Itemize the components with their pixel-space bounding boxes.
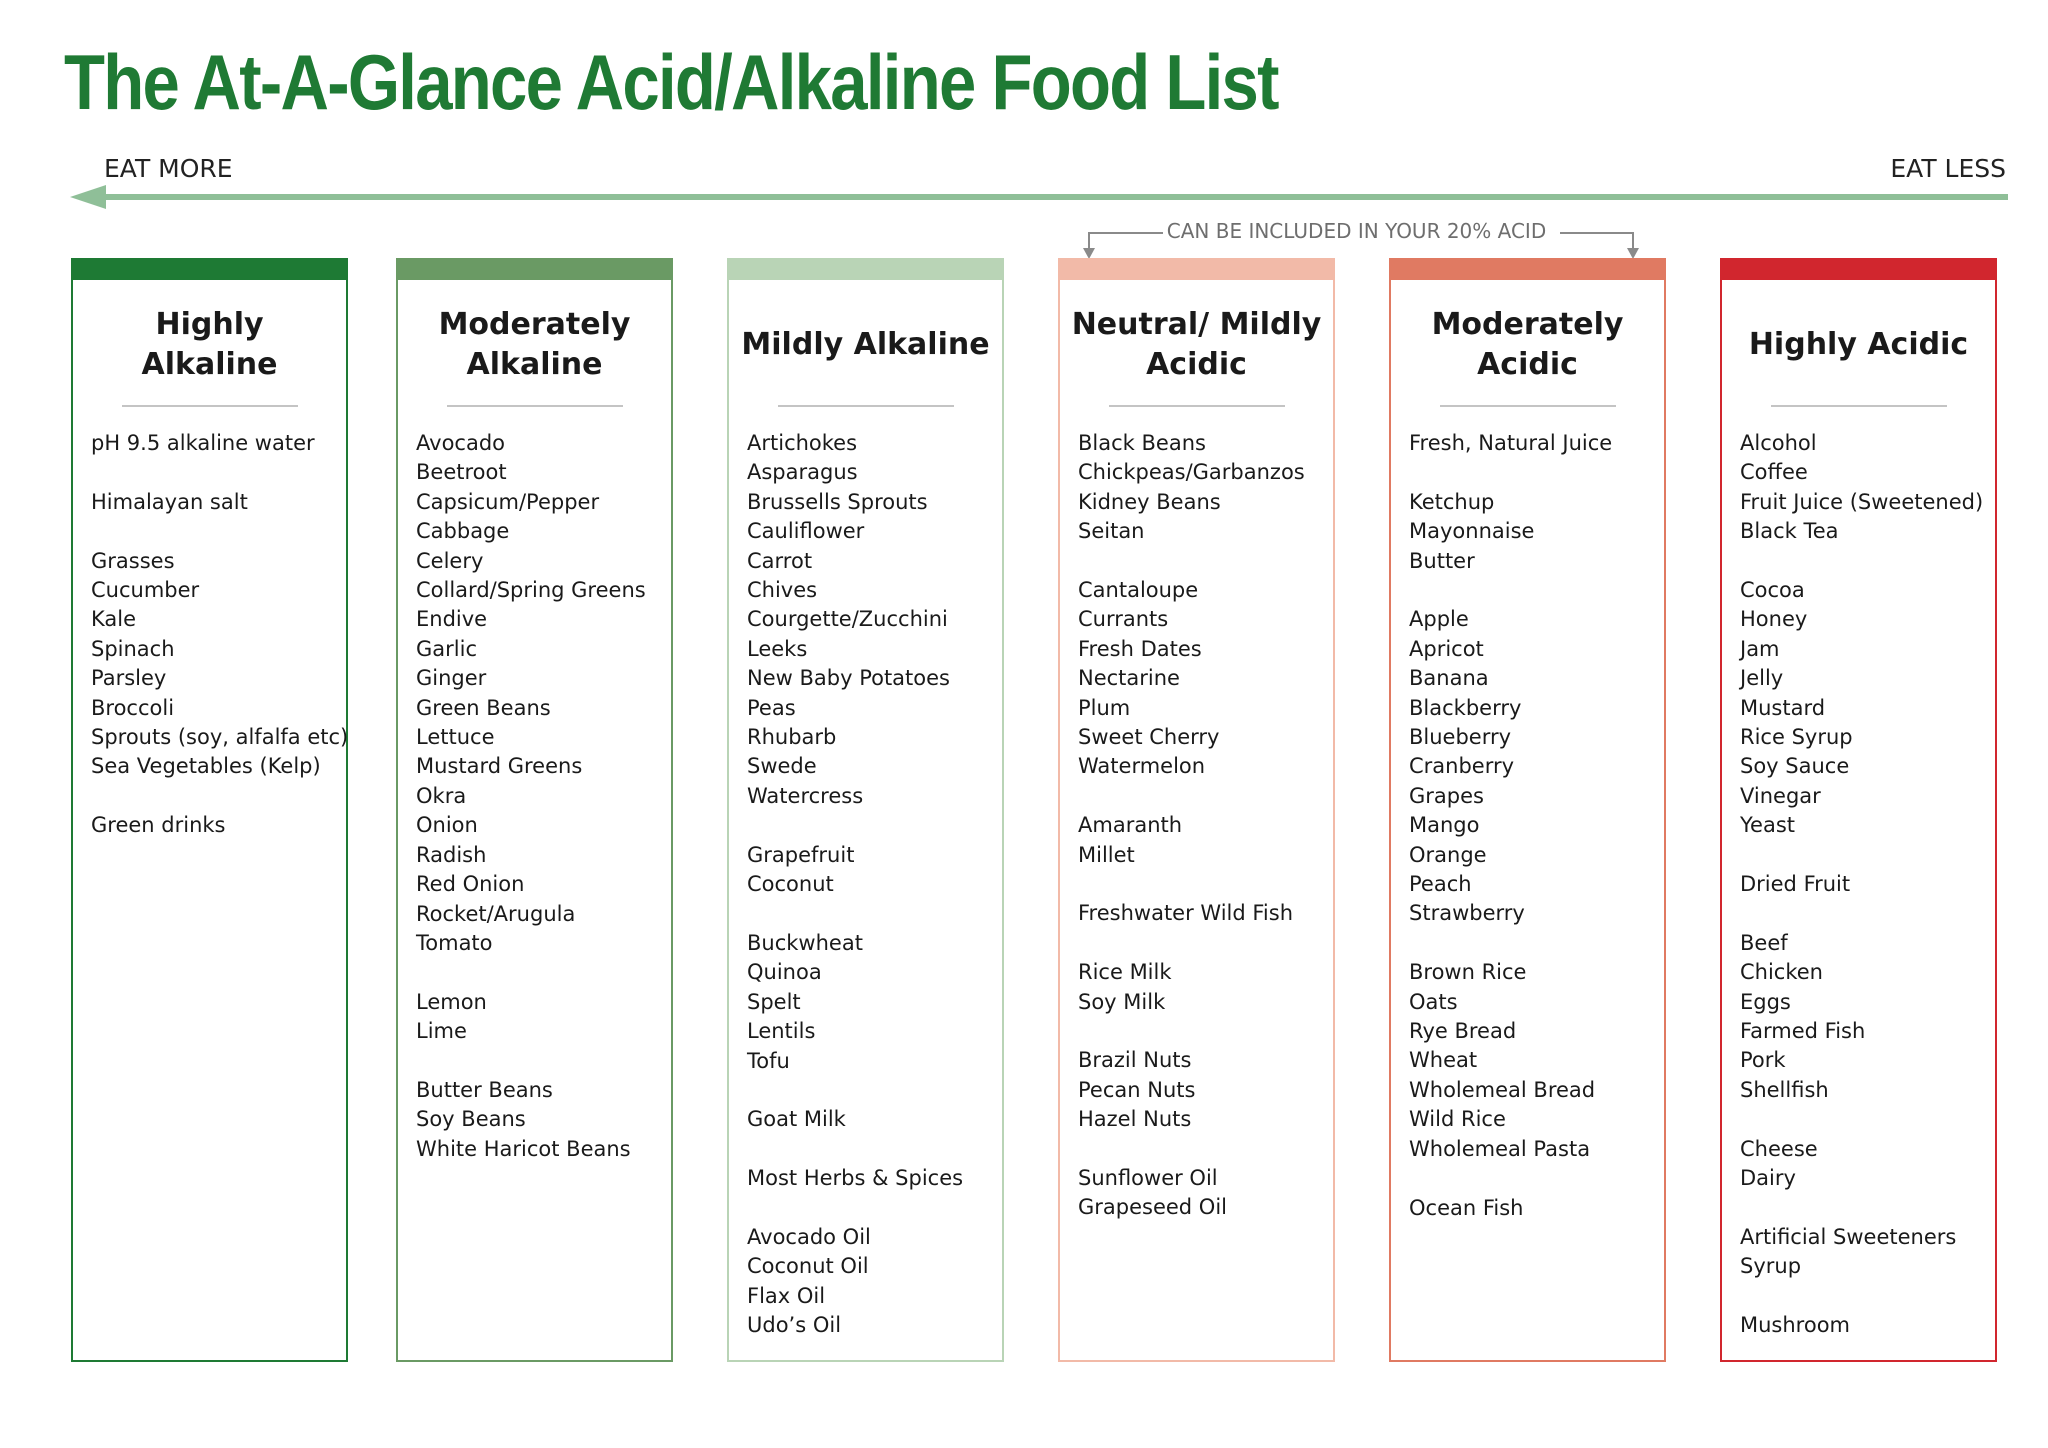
food-item: Apricot — [1409, 636, 1484, 661]
food-item: Blueberry — [1409, 725, 1512, 750]
food-item: Orange — [1409, 842, 1487, 867]
group-spacer — [416, 1047, 671, 1076]
column-title: Highly Alkaline — [141, 307, 278, 382]
group-spacer — [1740, 1282, 1995, 1311]
food-item: Garlic — [416, 636, 477, 661]
group-spacer — [1740, 899, 1995, 928]
food-item: Honey — [1740, 607, 1808, 632]
food-item: Grasses — [91, 548, 175, 573]
food-item: Fruit Juice (Sweetened) — [1740, 489, 1984, 514]
food-item: Seitan — [1078, 519, 1145, 544]
group-spacer — [1078, 1017, 1333, 1046]
food-item: Wheat — [1409, 1048, 1478, 1073]
food-item: Leeks — [747, 636, 808, 661]
food-item: New Baby Potatoes — [747, 666, 950, 691]
food-list — [1391, 429, 1664, 1223]
column-moderately-alkaline — [396, 258, 673, 1362]
column-neutral-mildly-acidic — [1058, 258, 1335, 1362]
column-divider — [122, 405, 298, 407]
group-spacer — [91, 458, 346, 487]
food-item: Butter — [1409, 548, 1475, 573]
food-item: Rice Syrup — [1740, 725, 1853, 750]
food-item: Kidney Beans — [1078, 489, 1221, 514]
food-item: Beetroot — [416, 460, 507, 485]
food-item: Black Beans — [1078, 431, 1206, 455]
food-item: Currants — [1078, 607, 1169, 632]
food-item: Brazil Nuts — [1078, 1048, 1192, 1073]
food-item: Grapes — [1409, 783, 1484, 808]
group-spacer — [747, 811, 1002, 840]
food-item: Broccoli — [91, 695, 175, 720]
group-spacer — [91, 517, 346, 546]
group-spacer — [1740, 841, 1995, 870]
food-item: Butter Beans — [416, 1077, 553, 1102]
food-item: White Haricot Beans — [416, 1136, 631, 1161]
food-item: Peach — [1409, 872, 1472, 897]
food-item: Grapefruit — [747, 842, 855, 867]
food-item: Cabbage — [416, 519, 510, 544]
food-item: Lettuce — [416, 725, 495, 750]
food-item: Lemon — [416, 989, 487, 1014]
food-item: Brussells Sprouts — [747, 489, 928, 514]
food-item: Soy Milk — [1078, 989, 1166, 1014]
food-item: Cucumber — [91, 578, 200, 602]
food-list — [73, 429, 349, 841]
food-item: Tomato — [416, 930, 493, 955]
food-item: Flax Oil — [747, 1283, 826, 1308]
page-title: The At-A-Glance Acid/Alkaline Food List — [64, 38, 1278, 126]
food-item: Beef — [1740, 930, 1788, 955]
group-spacer — [1409, 1164, 1664, 1193]
food-item: Apple — [1409, 607, 1469, 632]
group-spacer — [1409, 458, 1664, 487]
food-item: Sea Vegetables (Kelp) — [91, 754, 321, 779]
group-spacer — [91, 782, 346, 811]
food-item: Quinoa — [747, 960, 822, 985]
group-spacer — [1078, 929, 1333, 958]
food-item: Kale — [91, 607, 137, 632]
group-spacer — [1740, 1105, 1995, 1134]
food-item: Collard/Spring Greens — [416, 578, 646, 603]
food-item: Syrup — [1740, 1254, 1802, 1279]
food-item: Red Onion — [416, 872, 525, 897]
food-item: Mango — [1409, 813, 1480, 838]
food-item: Ginger — [416, 666, 487, 691]
food-item: Amaranth — [1078, 813, 1183, 838]
food-item: Hazel Nuts — [1078, 1107, 1192, 1132]
food-item: Wholemeal Bread — [1409, 1077, 1596, 1102]
column-title: Mildly Alkaline — [741, 327, 990, 362]
food-item: Lentils — [747, 1019, 816, 1044]
food-item: Jam — [1740, 636, 1780, 661]
food-item: Brown Rice — [1409, 960, 1527, 985]
food-item: Avocado — [416, 431, 506, 455]
column-title: Moderately Alkaline — [438, 307, 631, 382]
food-item: Okra — [416, 783, 467, 808]
group-spacer — [747, 1076, 1002, 1105]
group-spacer — [416, 958, 671, 987]
food-item: Strawberry — [1409, 901, 1525, 926]
food-item: Sunflower Oil — [1078, 1166, 1218, 1191]
group-spacer — [1078, 1135, 1333, 1164]
food-item: Peas — [747, 695, 796, 720]
food-item: Mustard Greens — [416, 754, 583, 779]
food-item: Nectarine — [1078, 666, 1180, 691]
food-item: Parsley — [91, 666, 167, 691]
group-spacer — [1078, 547, 1333, 576]
food-item: Soy Sauce — [1740, 754, 1850, 779]
food-item: Plum — [1078, 695, 1131, 720]
eat-less-label: EAT LESS — [1890, 154, 2006, 183]
column-title: Highly Acidic — [1748, 327, 1969, 362]
food-item: Grapeseed Oil — [1078, 1195, 1228, 1220]
food-item: Avocado Oil — [747, 1224, 871, 1249]
food-item: Rye Bread — [1409, 1019, 1517, 1044]
food-item: Chives — [747, 578, 818, 603]
food-item: Ocean Fish — [1409, 1195, 1524, 1220]
food-item: Buckwheat — [747, 930, 863, 955]
group-spacer — [747, 1194, 1002, 1223]
column-divider — [778, 405, 954, 407]
column-divider — [1109, 405, 1285, 407]
column-divider — [1771, 405, 1947, 407]
food-item: Rocket/Arugula — [416, 901, 576, 926]
group-spacer — [747, 1135, 1002, 1164]
food-item: Fresh, Natural Juice — [1409, 431, 1613, 455]
food-item: Dried Fruit — [1740, 872, 1851, 897]
column-highly-acidic — [1720, 258, 1997, 1362]
column-divider — [1440, 405, 1616, 407]
food-item: Wild Rice — [1409, 1107, 1506, 1132]
food-item: Asparagus — [747, 460, 858, 485]
food-item: Vinegar — [1740, 783, 1821, 808]
food-item: Rhubarb — [747, 725, 837, 750]
column-moderately-acidic — [1389, 258, 1666, 1362]
food-item: Pork — [1740, 1048, 1786, 1073]
food-item: Cranberry — [1409, 754, 1515, 779]
column-mildly-alkaline — [727, 258, 1004, 1362]
column-highly-alkaline — [71, 258, 348, 1362]
column-title: Moderately Acidic — [1431, 307, 1624, 382]
food-item: Ketchup — [1409, 489, 1495, 514]
food-item: Wholemeal Pasta — [1409, 1136, 1591, 1161]
food-item: Chicken — [1740, 960, 1823, 985]
food-item: Mustard — [1740, 695, 1826, 720]
food-item: Spinach — [91, 636, 175, 661]
food-item: Fresh Dates — [1078, 636, 1202, 661]
food-item: Blackberry — [1409, 695, 1522, 720]
food-item: Banana — [1409, 666, 1489, 691]
food-item: Cheese — [1740, 1136, 1818, 1161]
food-item: Soy Beans — [416, 1107, 526, 1132]
food-item: Most Herbs & Spices — [747, 1166, 964, 1191]
food-item: Black Tea — [1740, 519, 1839, 544]
food-item: Farmed Fish — [1740, 1019, 1866, 1044]
column-divider — [447, 405, 623, 407]
food-list — [1722, 429, 1995, 1341]
food-item: Cocoa — [1740, 578, 1805, 603]
scale-arrow-icon — [70, 184, 2010, 214]
food-item: Celery — [416, 548, 484, 573]
food-item: Artichokes — [747, 431, 858, 455]
food-item: Cauliflower — [747, 519, 865, 544]
food-item: Watercress — [747, 783, 864, 808]
food-item: Chickpeas/Garbanzos — [1078, 460, 1305, 485]
group-spacer — [1740, 547, 1995, 576]
food-item: Eggs — [1740, 989, 1791, 1014]
food-item: Coconut Oil — [747, 1254, 869, 1279]
acid-note: CAN BE INCLUDED IN YOUR 20% ACID — [1163, 219, 1550, 243]
food-item: Green Beans — [416, 695, 551, 720]
group-spacer — [1078, 870, 1333, 899]
food-list — [729, 429, 1002, 1341]
food-item: Coffee — [1740, 460, 1808, 485]
food-item: Shellfish — [1740, 1077, 1829, 1102]
food-item: Radish — [416, 842, 487, 867]
food-item: Endive — [416, 607, 488, 632]
group-spacer — [1740, 1194, 1995, 1223]
eat-more-label: EAT MORE — [104, 154, 233, 183]
food-item: Dairy — [1740, 1166, 1796, 1191]
group-spacer — [747, 899, 1002, 928]
food-item: Mayonnaise — [1409, 519, 1535, 544]
food-item: Rice Milk — [1078, 960, 1172, 985]
food-item: Sprouts (soy, alfalfa etc) — [91, 725, 349, 750]
group-spacer — [1078, 782, 1333, 811]
food-item: Pecan Nuts — [1078, 1077, 1196, 1102]
food-item: Oats — [1409, 989, 1458, 1014]
food-item: Sweet Cherry — [1078, 725, 1220, 750]
food-item: Capsicum/Pepper — [416, 489, 600, 514]
group-spacer — [1409, 929, 1664, 958]
food-item: Artificial Sweeteners — [1740, 1224, 1957, 1249]
food-item: pH 9.5 alkaline water — [91, 431, 315, 455]
food-item: Millet — [1078, 842, 1135, 867]
food-item: Freshwater Wild Fish — [1078, 901, 1294, 926]
food-item: Coconut — [747, 872, 834, 897]
group-spacer — [1409, 576, 1664, 605]
food-item: Goat Milk — [747, 1107, 846, 1132]
column-title: Neutral/ Mildly Acidic — [1071, 307, 1322, 382]
food-item: Himalayan salt — [91, 489, 248, 514]
food-item: Udo’s Oil — [747, 1313, 842, 1338]
food-item: Onion — [416, 813, 478, 838]
food-item: Watermelon — [1078, 754, 1206, 779]
food-item: Jelly — [1740, 666, 1784, 691]
food-item: Alcohol — [1740, 431, 1817, 455]
food-item: Lime — [416, 1019, 467, 1044]
food-list — [1060, 429, 1333, 1223]
food-item: Mushroom — [1740, 1313, 1851, 1338]
food-list — [398, 429, 671, 1164]
food-item: Tofu — [747, 1048, 790, 1073]
food-item: Green drinks — [91, 813, 226, 838]
food-item: Swede — [747, 754, 817, 779]
food-item: Carrot — [747, 548, 813, 573]
food-item: Yeast — [1740, 813, 1796, 838]
food-item: Courgette/Zucchini — [747, 607, 948, 632]
food-item: Cantaloupe — [1078, 578, 1199, 603]
food-item: Spelt — [747, 989, 801, 1014]
